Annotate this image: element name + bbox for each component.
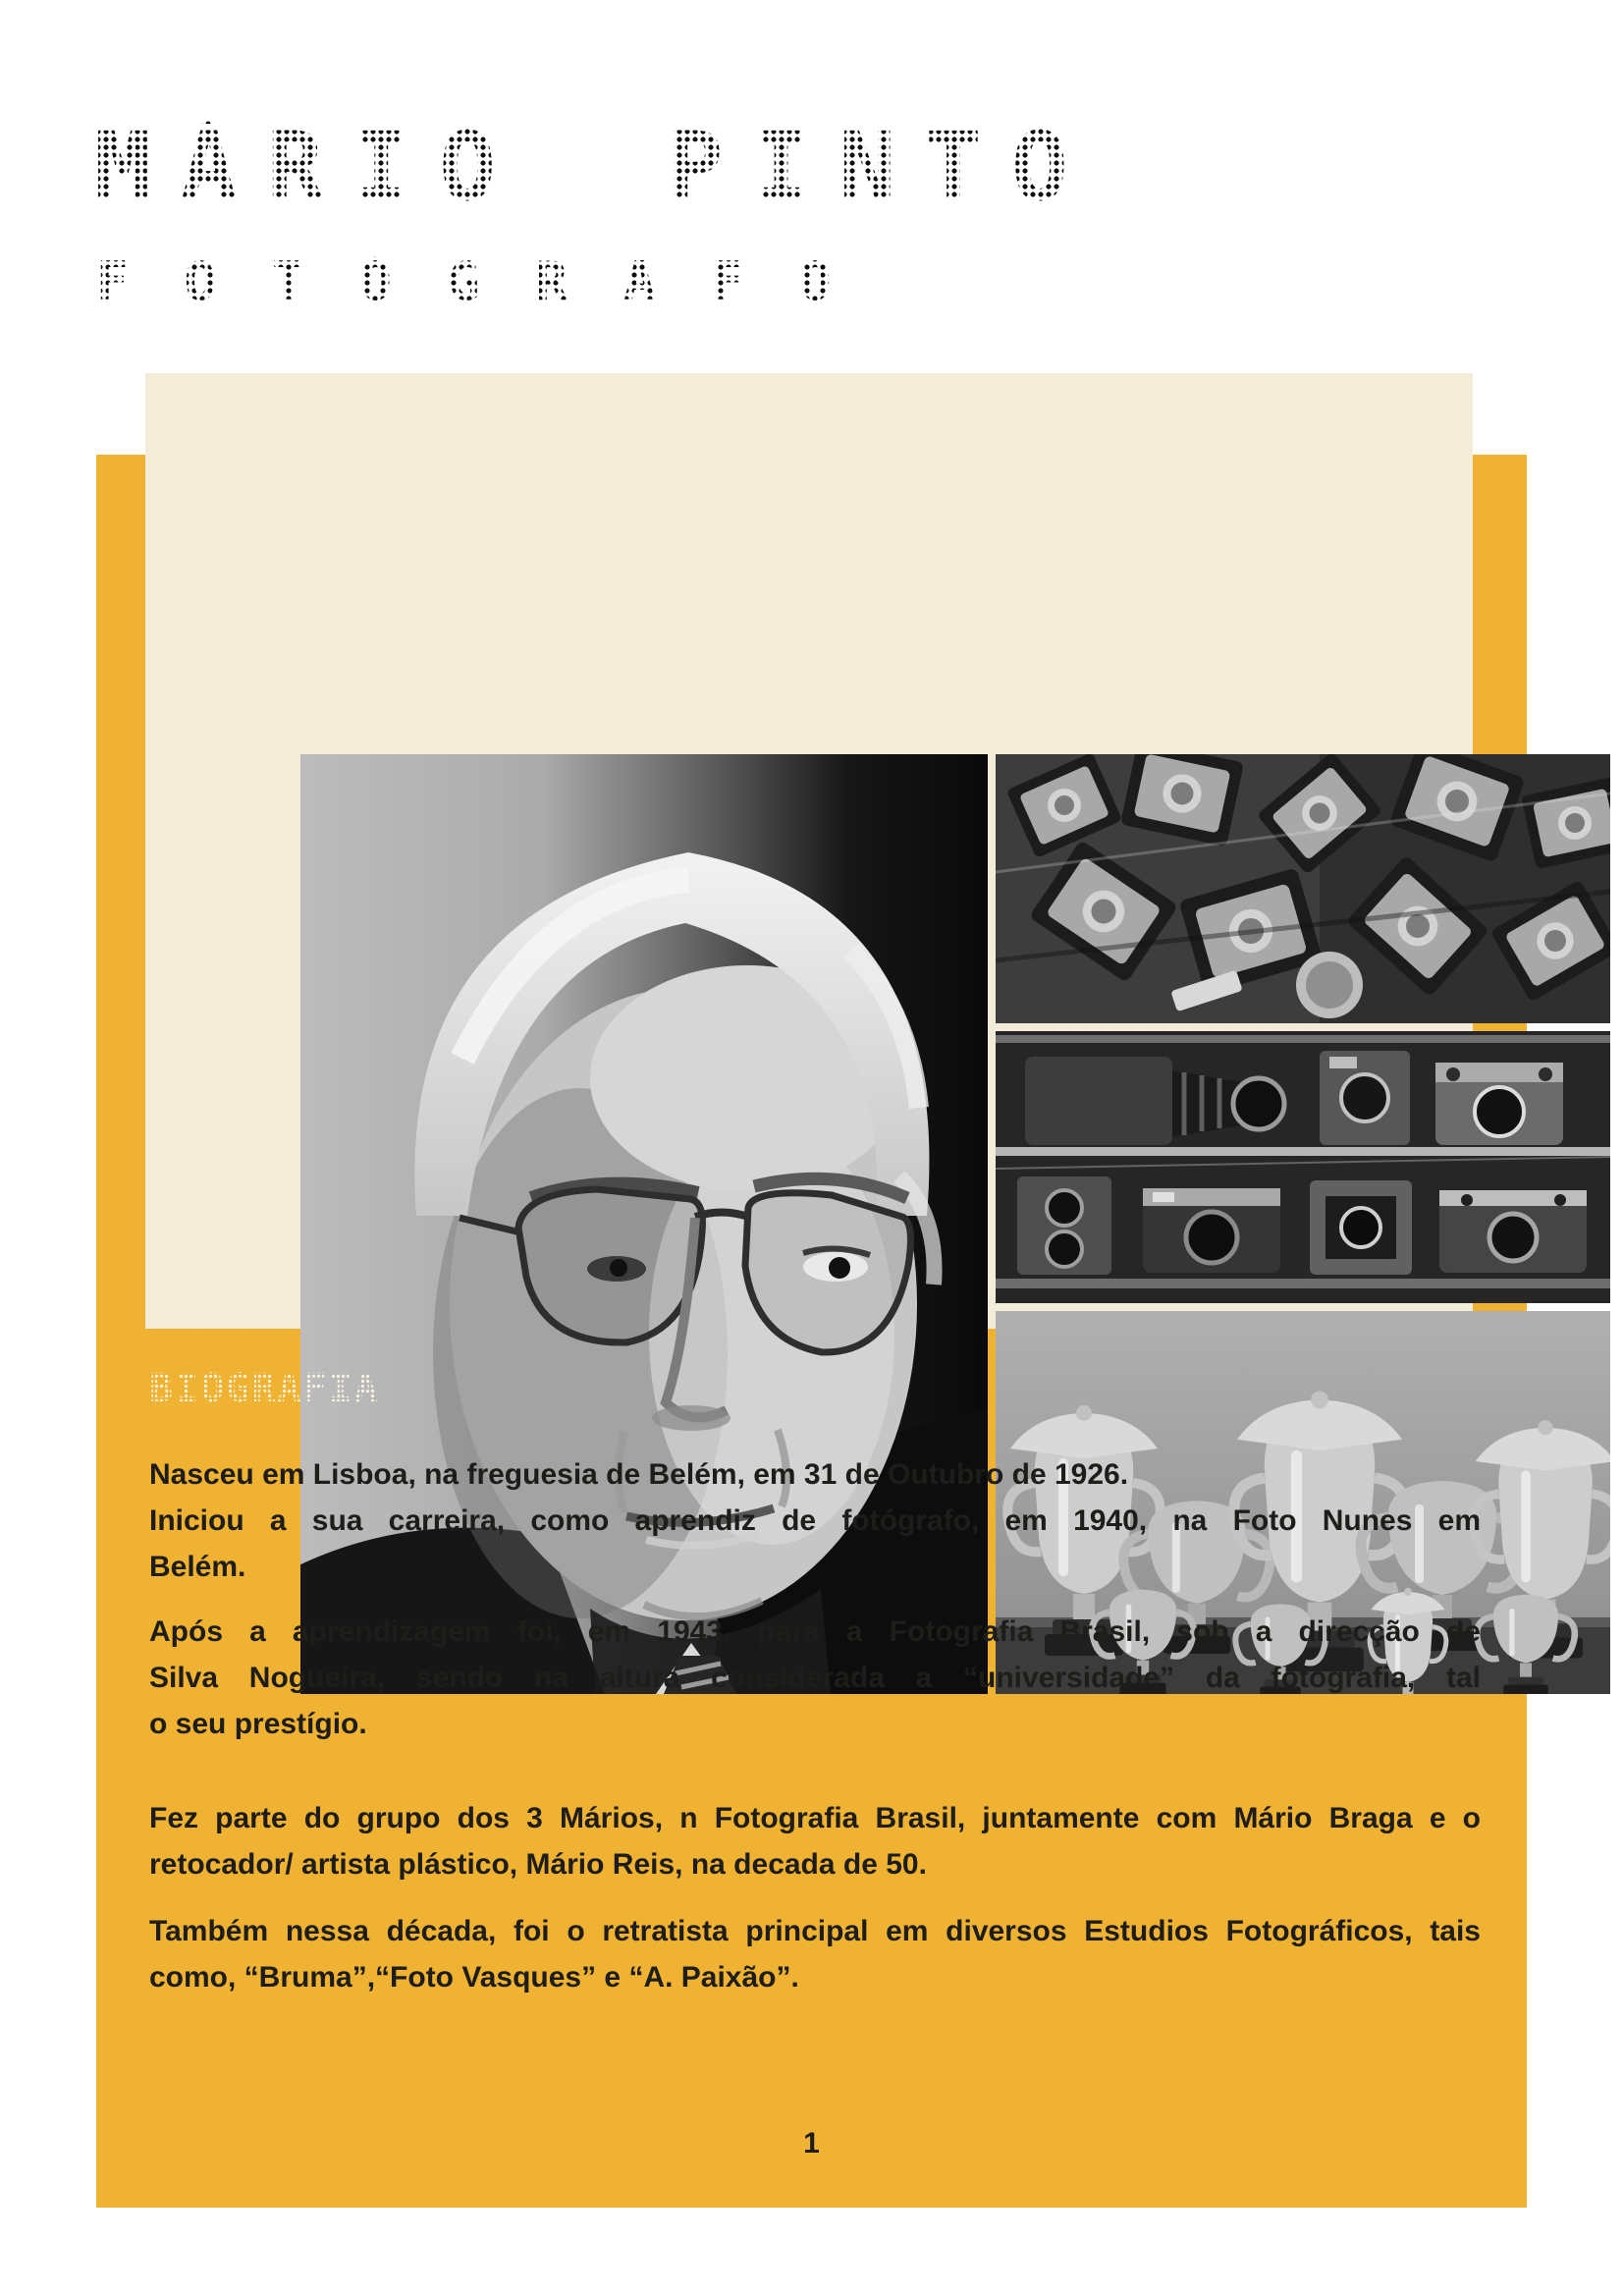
photo-collage-frame (145, 373, 1473, 1329)
bio-line: retocador/ artista plástico, Mário Reis, na decada de 50. (149, 1848, 927, 1881)
bio-paragraph (149, 1609, 1481, 1747)
bio-line: Após a aprendizagem foi, em 1943, para a Fotografia Brasil, sob a direcção de (149, 1615, 1481, 1648)
bio-paragraph (149, 1451, 1481, 1590)
bio-paragraph (149, 1908, 1481, 2000)
page-title: MÁRIO PINTO (94, 112, 1098, 222)
cameras-photo (996, 1031, 1610, 1303)
page-number: 1 (803, 2127, 820, 2159)
bio-line: Iniciou a sua carreira, como aprendiz de fotógrafo, em 1940, na Foto Nunes em (149, 1504, 1481, 1537)
biography-paragraphs (149, 1451, 1481, 2000)
bio-line: Silva Nogueira, sendo na altura considerada a “universidade” da fotografia, tal (149, 1662, 1481, 1694)
bio-line: Nasceu em Lisboa, na freguesia de Belém, em 31 de Outubro de 1926. (149, 1458, 1129, 1491)
biografia-heading: BIOGRAFIA (149, 1366, 380, 1411)
bio-paragraph (149, 1795, 1481, 1887)
medals-photo (996, 754, 1610, 1023)
bio-line: Também nessa década, foi o retratista principal em diversos Estudios Fotográficos, tais (149, 1915, 1481, 1947)
bio-line: Fez parte do grupo dos 3 Mários, n Fotografia Brasil, juntamente com Mário Braga e o (149, 1802, 1481, 1834)
bio-line: Belém. (149, 1551, 246, 1583)
bio-line: o seu prestígio. (149, 1708, 367, 1740)
bio-line: como, “Bruma”,“Foto Vasques” e “A. Paixão”. (149, 1961, 799, 1994)
page-subtitle: FOTÓGRAFO (96, 250, 888, 312)
